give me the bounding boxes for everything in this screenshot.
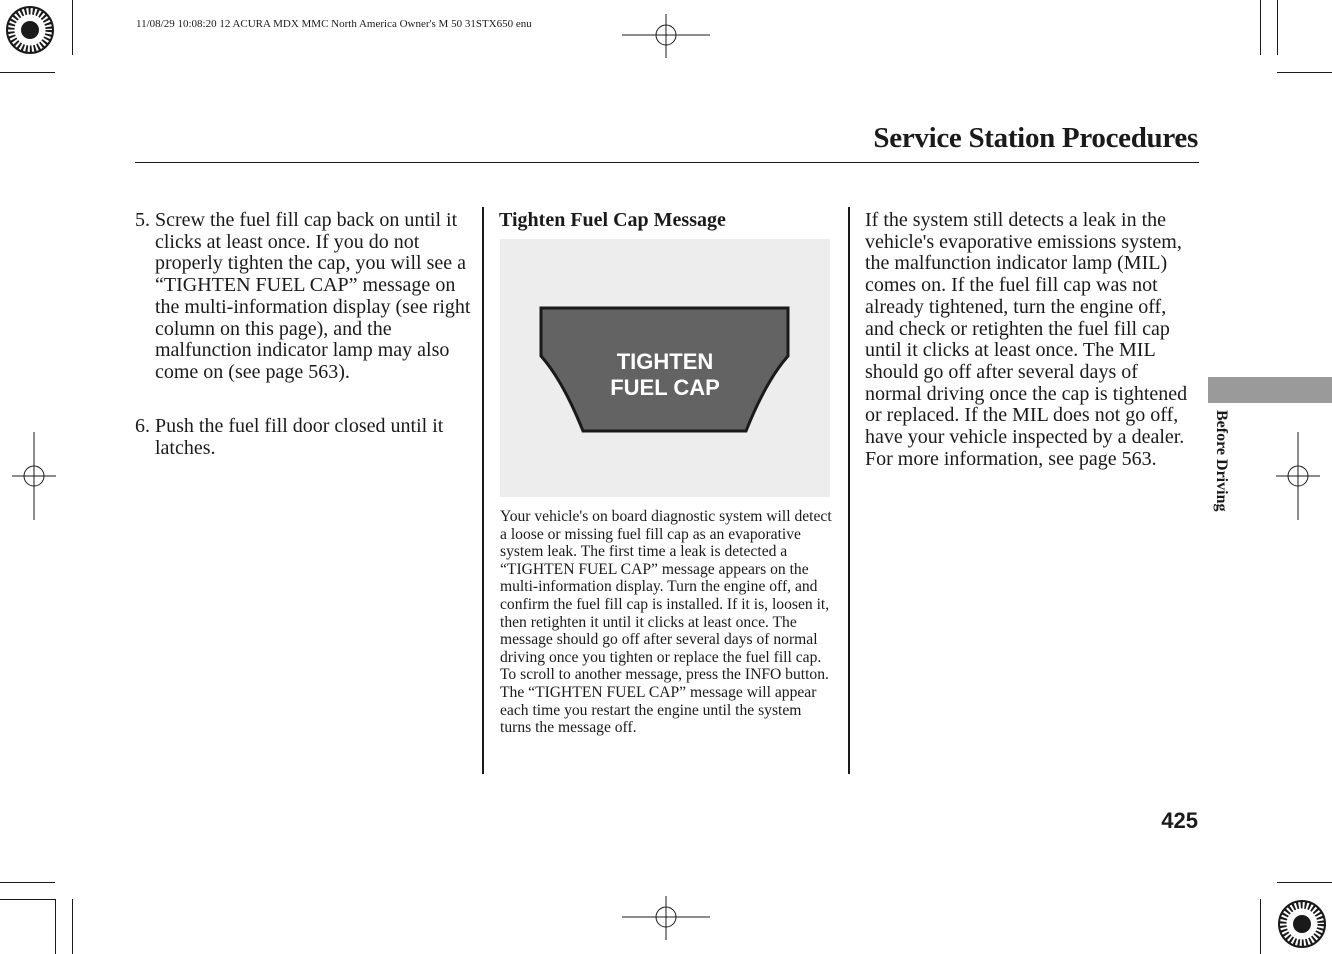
section-heading: Tighten Fuel Cap Message (499, 209, 726, 231)
title-divider (135, 162, 1199, 163)
step-number: 6. (135, 415, 150, 437)
step-number: 5. (135, 209, 150, 231)
page-title: Service Station Procedures (873, 122, 1198, 154)
registration-sunburst-icon (0, 0, 60, 60)
display-line2: FUEL CAP (610, 375, 720, 400)
right-column-text: If the system still detects a leak in the vehicle's evaporative emissions system, the malfunction indicator lamp (MIL) comes on. If the fuel fill cap was not already tightened, turn the engine off, and check or retighten the fuel fill cap until it clicks at least once. The MIL should go off after several days of normal driving once the cap is tightened or replaced. If the MIL does not go off, have your vehicle inspected by a dealer. For more information, see page 563. (865, 209, 1188, 470)
print-info: 11/08/29 10:08:20 12 ACURA MDX MMC North America Owner's M 50 31STX650 enu (136, 18, 532, 30)
figure-caption: Your vehicle's on board diagnostic system will detect a loose or missing fuel fill cap as an evaporative system leak. The first time a leak is detected a “TIGHTEN FUEL CAP” message appears on the multi-information display. Turn the engine off, and confirm the fuel fill cap is installed. If it is, loosen it, then retighten it until it clicks at least once. The message should go off after several days of normal driving once you tighten or replace the fuel fill cap. To scroll to another message, press the INFO button. The “TIGHTEN FUEL CAP” message will appear each time you restart the engine until the system turns the message off. (500, 508, 832, 737)
display-illustration (500, 239, 830, 497)
section-tab-label: Before Driving (1213, 410, 1230, 512)
section-tab[interactable] (1208, 377, 1332, 403)
step-text: Screw the fuel fill cap back on until it clicks at least once. If you do not properly tighten the cap, you will see a “TIGHTEN FUEL CAP” message on the multi-information display (see right column on this page), and the malfunction indicator lamp may also come on (see page 563). (155, 209, 471, 383)
crosshair-icon (1276, 432, 1320, 520)
step-item (135, 210, 475, 384)
column-divider (848, 207, 850, 774)
registration-sunburst-icon (1272, 894, 1332, 954)
step-item (135, 416, 475, 459)
multi-info-display-icon (500, 239, 830, 497)
column-divider (482, 207, 484, 774)
step-text: Push the fuel fill door closed until it latches. (155, 415, 444, 459)
crosshair-icon (622, 14, 710, 58)
crosshair-icon (622, 896, 710, 940)
page-number: 425 (1161, 808, 1198, 833)
crosshair-icon (12, 432, 56, 520)
display-line1: TIGHTEN (616, 349, 714, 374)
